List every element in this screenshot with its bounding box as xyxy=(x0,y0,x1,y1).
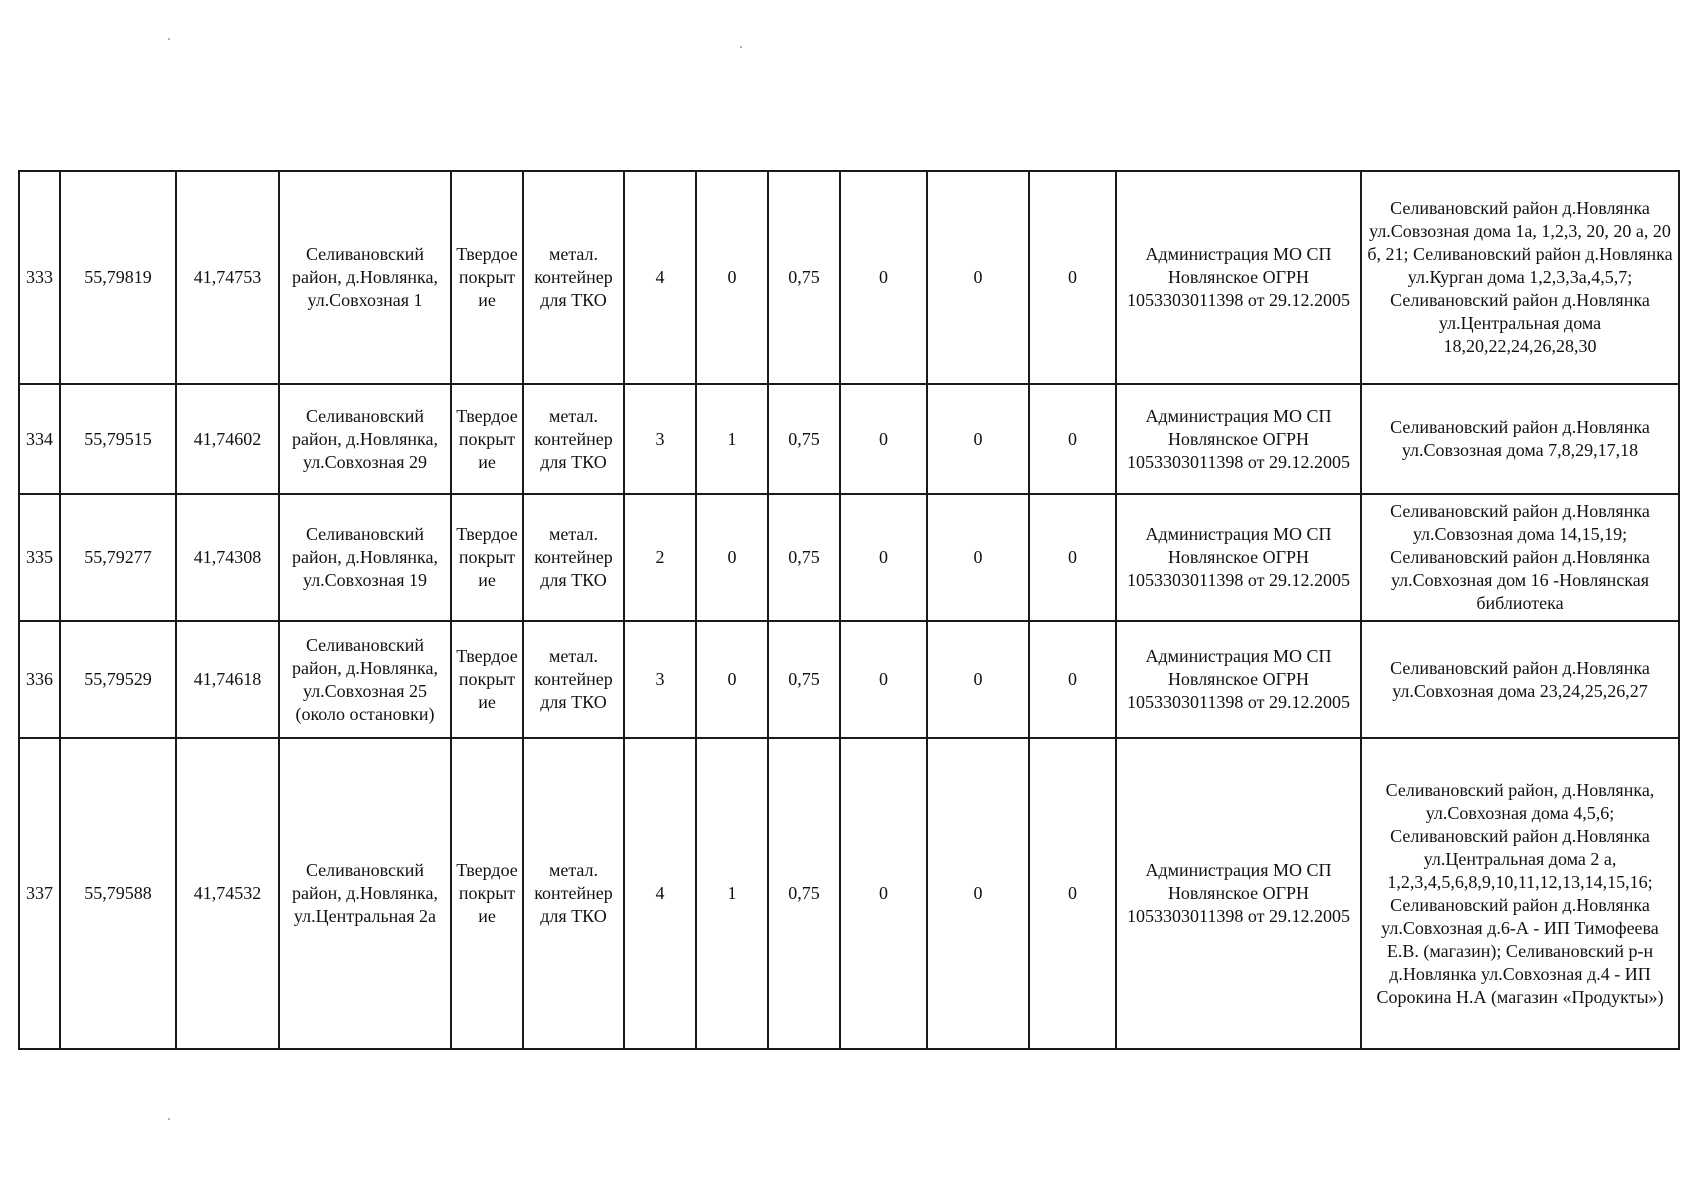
latitude-cell: 55,79588 xyxy=(60,738,176,1049)
value-cell-12: 0 xyxy=(1029,494,1116,621)
planned-count-cell: 0 xyxy=(696,494,768,621)
container-count-cell: 3 xyxy=(624,621,696,738)
address-cell: Селивановский район, д.Новлянка, ул.Совхозная 19 xyxy=(279,494,451,621)
surface-cell: Твердое покрытие xyxy=(451,738,523,1049)
value-cell-11: 0 xyxy=(927,738,1029,1049)
value-cell-10: 0 xyxy=(840,384,927,494)
longitude-cell: 41,74532 xyxy=(176,738,279,1049)
container-type-cell: метал. контейнер для ТКО xyxy=(523,494,624,621)
planned-count-cell: 0 xyxy=(696,621,768,738)
container-volume-cell: 0,75 xyxy=(768,621,840,738)
address-cell: Селивановский район, д.Новлянка, ул.Совхозная 29 xyxy=(279,384,451,494)
address-cell: Селивановский район, д.Новлянка, ул.Центральная 2а xyxy=(279,738,451,1049)
value-cell-11: 0 xyxy=(927,621,1029,738)
table-row xyxy=(19,738,1679,1049)
longitude-cell: 41,74618 xyxy=(176,621,279,738)
value-cell-10: 0 xyxy=(840,494,927,621)
value-cell-12: 0 xyxy=(1029,384,1116,494)
longitude-cell: 41,74753 xyxy=(176,171,279,384)
container-count-cell: 3 xyxy=(624,384,696,494)
table-row xyxy=(19,171,1679,384)
value-cell-10: 0 xyxy=(840,738,927,1049)
waste-sources-cell: Селивановский район д.Новлянка ул.Совзозная дома 7,8,29,17,18 xyxy=(1361,384,1679,494)
owner-cell: Администрация МО СП Новлянское ОГРН 1053303011398 от 29.12.2005 xyxy=(1116,384,1361,494)
table-row xyxy=(19,494,1679,621)
table-row xyxy=(19,384,1679,494)
scan-speck xyxy=(168,38,170,40)
address-cell: Селивановский район, д.Новлянка, ул.Совхозная 25 (около остановки) xyxy=(279,621,451,738)
table-row xyxy=(19,621,1679,738)
planned-count-cell: 1 xyxy=(696,738,768,1049)
waste-sites-table xyxy=(18,170,1680,1050)
value-cell-12: 0 xyxy=(1029,171,1116,384)
latitude-cell: 55,79529 xyxy=(60,621,176,738)
container-type-cell: метал. контейнер для ТКО xyxy=(523,621,624,738)
value-cell-12: 0 xyxy=(1029,738,1116,1049)
value-cell-12: 0 xyxy=(1029,621,1116,738)
site-number-cell: 336 xyxy=(19,621,60,738)
latitude-cell: 55,79277 xyxy=(60,494,176,621)
site-number-cell: 334 xyxy=(19,384,60,494)
surface-cell: Твердое покрытие xyxy=(451,621,523,738)
container-volume-cell: 0,75 xyxy=(768,384,840,494)
owner-cell: Администрация МО СП Новлянское ОГРН 1053303011398 от 29.12.2005 xyxy=(1116,621,1361,738)
longitude-cell: 41,74602 xyxy=(176,384,279,494)
container-volume-cell: 0,75 xyxy=(768,738,840,1049)
container-type-cell: метал. контейнер для ТКО xyxy=(523,738,624,1049)
latitude-cell: 55,79515 xyxy=(60,384,176,494)
value-cell-11: 0 xyxy=(927,494,1029,621)
waste-sources-cell: Селивановский район д.Новлянка ул.Совзозная дома 14,15,19; Селивановский район д.Новлянка ул.Совхозная дом 16 -Новлянская библиотека xyxy=(1361,494,1679,621)
container-count-cell: 4 xyxy=(624,171,696,384)
surface-cell: Твердое покрытие xyxy=(451,171,523,384)
site-number-cell: 335 xyxy=(19,494,60,621)
address-cell: Селивановский район, д.Новлянка, ул.Совхозная 1 xyxy=(279,171,451,384)
table-body xyxy=(19,171,1679,1049)
surface-cell: Твердое покрытие xyxy=(451,494,523,621)
waste-sources-cell: Селивановский район д.Новлянка ул.Совзозная дома 1а, 1,2,3, 20, 20 а, 20 б, 21; Селивановский район д.Новлянка ул.Курган дома 1,2,3,3а,4,5,7; Селивановский район д.Новлянка ул.Центральная дома 18,20,22,24,26,28,30 xyxy=(1361,171,1679,384)
container-volume-cell: 0,75 xyxy=(768,494,840,621)
planned-count-cell: 1 xyxy=(696,384,768,494)
owner-cell: Администрация МО СП Новлянское ОГРН 1053303011398 от 29.12.2005 xyxy=(1116,494,1361,621)
value-cell-11: 0 xyxy=(927,171,1029,384)
longitude-cell: 41,74308 xyxy=(176,494,279,621)
site-number-cell: 337 xyxy=(19,738,60,1049)
container-count-cell: 4 xyxy=(624,738,696,1049)
value-cell-10: 0 xyxy=(840,171,927,384)
waste-sources-cell: Селивановский район д.Новлянка ул.Совхозная дома 23,24,25,26,27 xyxy=(1361,621,1679,738)
planned-count-cell: 0 xyxy=(696,171,768,384)
owner-cell: Администрация МО СП Новлянское ОГРН 1053303011398 от 29.12.2005 xyxy=(1116,738,1361,1049)
owner-cell: Администрация МО СП Новлянское ОГРН 1053303011398 от 29.12.2005 xyxy=(1116,171,1361,384)
surface-cell: Твердое покрытие xyxy=(451,384,523,494)
container-count-cell: 2 xyxy=(624,494,696,621)
scan-speck xyxy=(740,46,742,48)
scan-speck xyxy=(168,1118,170,1120)
container-type-cell: метал. контейнер для ТКО xyxy=(523,171,624,384)
value-cell-11: 0 xyxy=(927,384,1029,494)
site-number-cell: 333 xyxy=(19,171,60,384)
waste-sources-cell: Селивановский район, д.Новлянка, ул.Совхозная дома 4,5,6; Селивановский район д.Новлянка ул.Центральная дома 2 а, 1,2,3,4,5,6,8,9,10,11,12,13,14,15,16; Селивановский район д.Новлянка ул.Совхозная д.6-А - ИП Тимофеева Е.В. (магазин); Селивановский р-н д.Новлянка ул.Совхозная д.4 - ИП Сорокина Н.А (магазин «Продукты») xyxy=(1361,738,1679,1049)
container-volume-cell: 0,75 xyxy=(768,171,840,384)
value-cell-10: 0 xyxy=(840,621,927,738)
container-type-cell: метал. контейнер для ТКО xyxy=(523,384,624,494)
latitude-cell: 55,79819 xyxy=(60,171,176,384)
